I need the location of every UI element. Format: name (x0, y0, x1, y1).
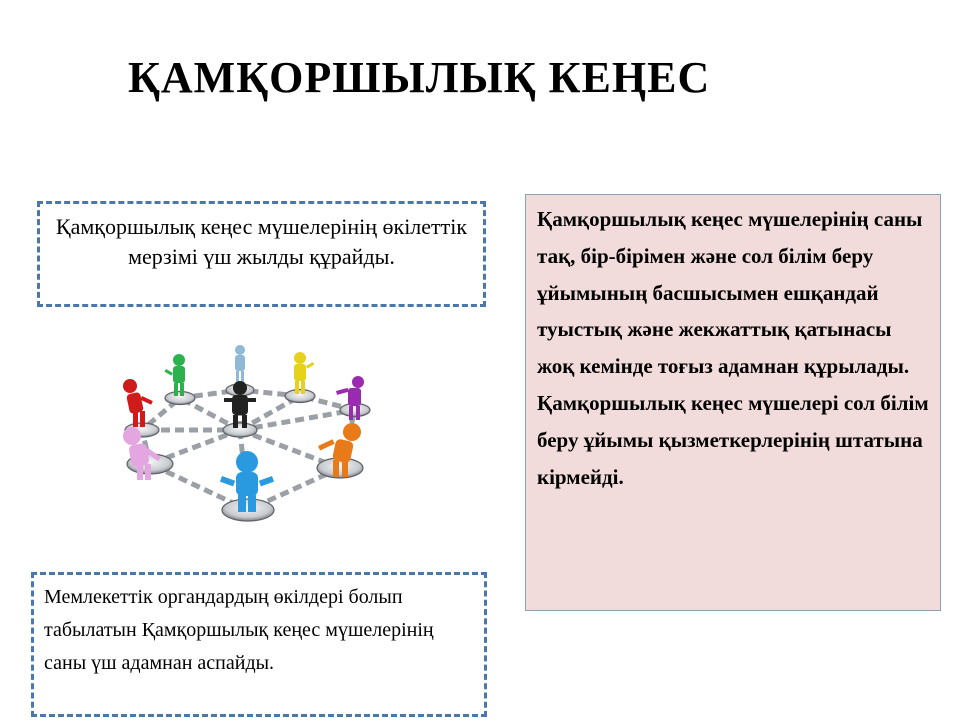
person-top-left (165, 354, 186, 396)
member-composition-text: Қамқоршылық кеңес мүшелерінің саны тақ, бір-бірімен және сол білім беру ұйымының басшысымен ешқандай туыстық және жекжаттық қатынасы жоқ кемінде тоғыз адамнан құрылады. Қамқоршылық кеңес мүшелері сол білім беру ұйымы қызметкерлерінің штатына кірмейді. (537, 207, 929, 489)
person-top (235, 345, 245, 385)
term-of-office-box (37, 201, 486, 307)
term-of-office-text: Қамқоршылық кеңес мүшелерінің өкілеттік мерзімі үш жылды құрайды. (55, 214, 468, 269)
slide-title: ҚАМҚОРШЫЛЫҚ КЕҢЕС (128, 53, 711, 102)
government-representatives-box (31, 572, 487, 717)
person-top-right (294, 352, 314, 394)
government-representatives-text: Мемлекеттік органдардың өкілдері болып табылатын Қамқоршылық кеңес мүшелерінің саны үш адамнан аспайды. (44, 586, 434, 674)
person-left (123, 379, 153, 427)
people-network-icon (100, 338, 375, 538)
member-composition-box (525, 194, 941, 611)
